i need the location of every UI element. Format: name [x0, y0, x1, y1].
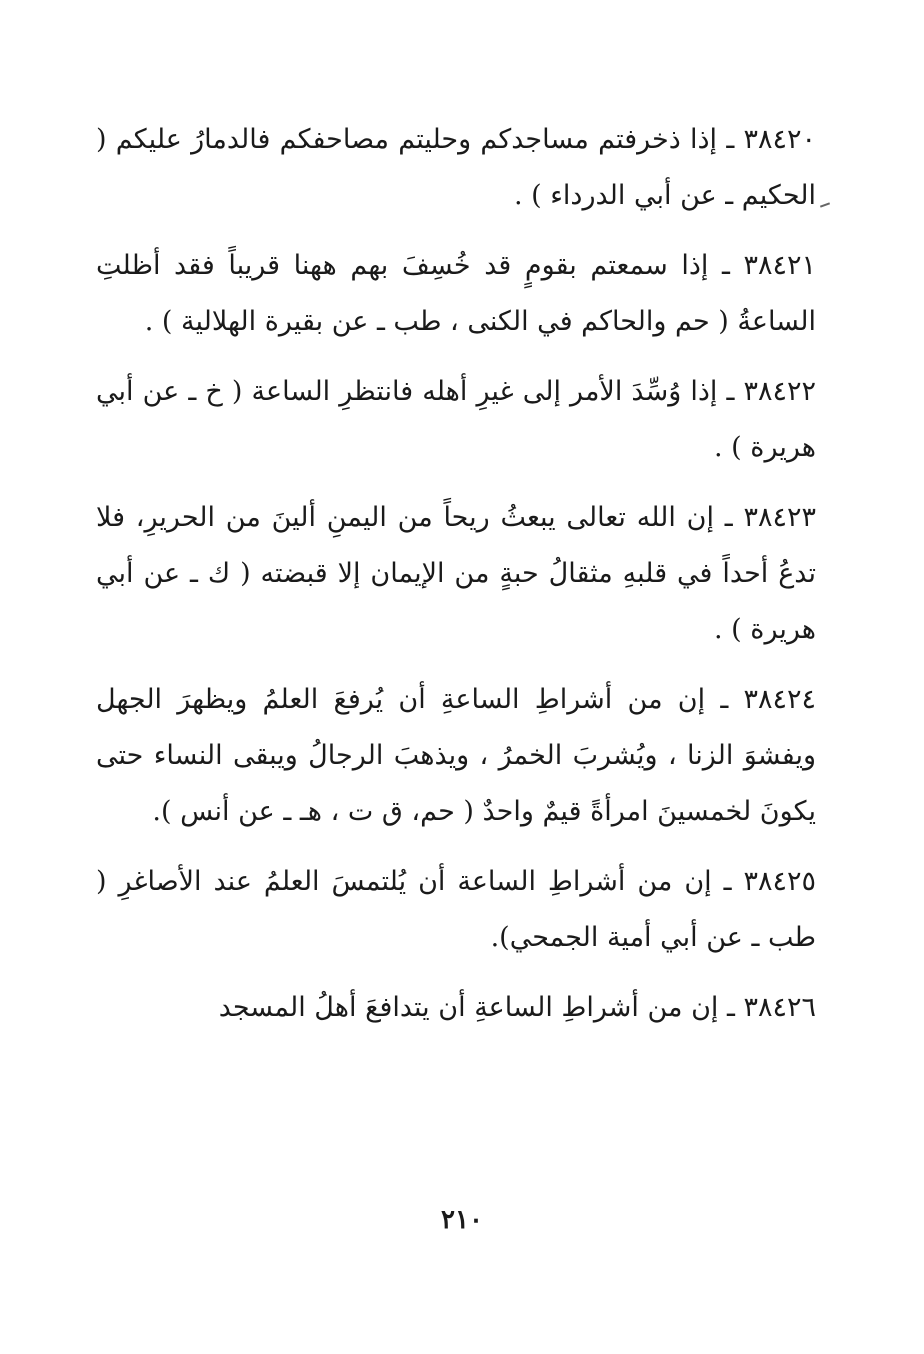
hadith-entry — [96, 980, 816, 1036]
hadith-number: ٣٨٤٢٠ — [743, 124, 817, 155]
hadith-separator: ـ — [708, 250, 744, 281]
hadith-entry — [96, 364, 816, 476]
hadith-number: ٣٨٤٢٥ — [743, 866, 816, 897]
hadith-separator: ـ — [718, 992, 744, 1023]
hadith-entry — [96, 112, 816, 224]
hadith-entry — [96, 854, 816, 966]
hadith-text: إذا وُسِّدَ الأمر إلى غيرِ أهله فانتظرِ الساعة ( خ ـ عن أبي هريرة ) . — [96, 376, 816, 463]
hadith-number: ٣٨٤٢٢ — [743, 376, 816, 407]
hadith-text: إذا سمعتم بقومٍ قد خُسِفَ بهم ههنا قريباً فقد أظلتِ الساعةُ ( حم والحاكم في الكنى ، طب ـ عن بقيرة الهلالية ) . — [96, 250, 816, 337]
hadith-text: إذا ذخرفتم مساجدكم وحليتم مصاحفكم فالدمارُ عليكم ( الحكيم ـ عن أبي الدرداء ) . — [96, 124, 816, 211]
hadith-separator: ـ — [705, 684, 744, 715]
hadith-separator: ـ — [713, 502, 744, 533]
hadith-text: إن من أشراطِ الساعة أن يُلتمسَ العلمُ عند الأصاغرِ ( طب ـ عن أبي أمية الجمحي). — [96, 866, 816, 953]
hadith-number: ٣٨٤٢٣ — [743, 502, 816, 533]
hadith-text: إن من أشراطِ الساعةِ أن يتدافعَ أهلُ المسجد — [218, 992, 719, 1023]
stray-ink-mark — [820, 202, 830, 207]
hadith-entry — [96, 490, 816, 658]
hadith-number: ٣٨٤٢٤ — [743, 684, 817, 715]
hadith-separator: ـ — [711, 866, 744, 897]
hadith-separator: ـ — [717, 124, 744, 155]
hadith-number: ٣٨٤٢٦ — [743, 992, 816, 1023]
hadith-text: إن الله تعالى يبعثُ ريحاً من اليمنِ ألينَ من الحريرِ، فلا تدعُ أحداً في قلبهِ مثقالُ حبةٍ من الإيمان إلا قبضته ( ك ـ عن أبي هريرة ) . — [96, 502, 816, 645]
hadith-text: إن من أشراطِ الساعةِ أن يُرفعَ العلمُ ويظهرَ الجهل ويفشوَ الزنا ، ويُشربَ الخمرُ ، ويذهبَ الرجالُ ويبقى النساء حتى يكونَ لخمسينَ امرأةً قيمٌ واحدٌ ( حم، ق ت ، هـ ـ عن أنس ). — [96, 684, 816, 827]
hadith-list — [96, 112, 816, 1036]
hadith-entry — [96, 238, 816, 350]
page-number: ٢١٠ — [441, 1205, 483, 1235]
hadith-entry — [96, 672, 816, 840]
hadith-separator: ـ — [717, 376, 744, 407]
hadith-number: ٣٨٤٢١ — [743, 250, 816, 281]
